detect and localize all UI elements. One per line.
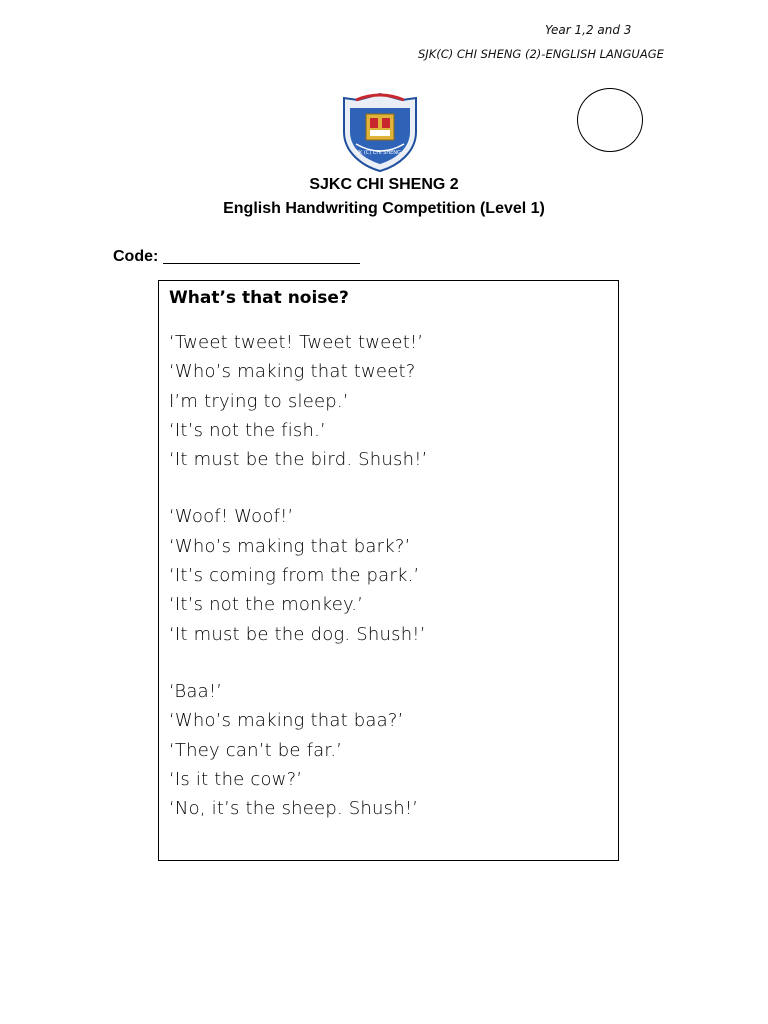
poem-line: ‘It must be the dog. Shush!’ <box>169 623 426 645</box>
poem-title: What’s that noise? <box>169 288 349 308</box>
poem-line: ‘Who’s making that bark?’ <box>169 535 411 557</box>
poem-box <box>158 280 619 861</box>
header-year: Year 1,2 and 3 <box>545 23 632 37</box>
stanza-3 <box>169 677 608 823</box>
competition-title: English Handwriting Competition (Level 1) <box>223 200 545 217</box>
header-school-subject: SJK(C) CHI SHENG (2)-ENGLISH LANGUAGE <box>418 47 664 61</box>
code-label: Code: <box>113 248 159 265</box>
svg-text:SJK (C) CHI SHENG 2: SJK (C) CHI SHENG 2 <box>354 150 406 156</box>
code-field <box>113 248 360 266</box>
poem-line: I’m trying to sleep.’ <box>169 390 349 412</box>
poem-line: ‘It’s not the fish.’ <box>169 419 326 441</box>
poem-line: ‘Is it the cow?’ <box>169 768 303 790</box>
poem-line: ‘It must be the bird. Shush!’ <box>169 449 428 471</box>
poem-line: ‘Baa!’ <box>169 680 223 702</box>
poem-line: ‘They can’t be far.’ <box>169 739 343 761</box>
poem-line: ‘Who’s making that baa?’ <box>169 710 404 732</box>
code-blank-line[interactable] <box>163 248 360 264</box>
school-title: SJKC CHI SHENG 2 <box>309 176 459 193</box>
stanza-2 <box>169 502 608 648</box>
poem-line: ‘Tweet tweet! Tweet tweet!’ <box>169 332 424 353</box>
poem-line: ‘Who’s making that tweet? <box>169 361 416 383</box>
poem-line: ‘It’s coming from the park.’ <box>169 565 420 587</box>
poem-line: ‘It’s not the monkey.’ <box>169 594 364 616</box>
school-crest-icon <box>336 92 424 172</box>
poem-line: ‘No, it’s the sheep. Shush!’ <box>169 798 419 820</box>
photo-circle <box>577 88 643 152</box>
stanza-1 <box>169 328 608 474</box>
poem-line: ‘Woof! Woof!’ <box>169 506 294 528</box>
